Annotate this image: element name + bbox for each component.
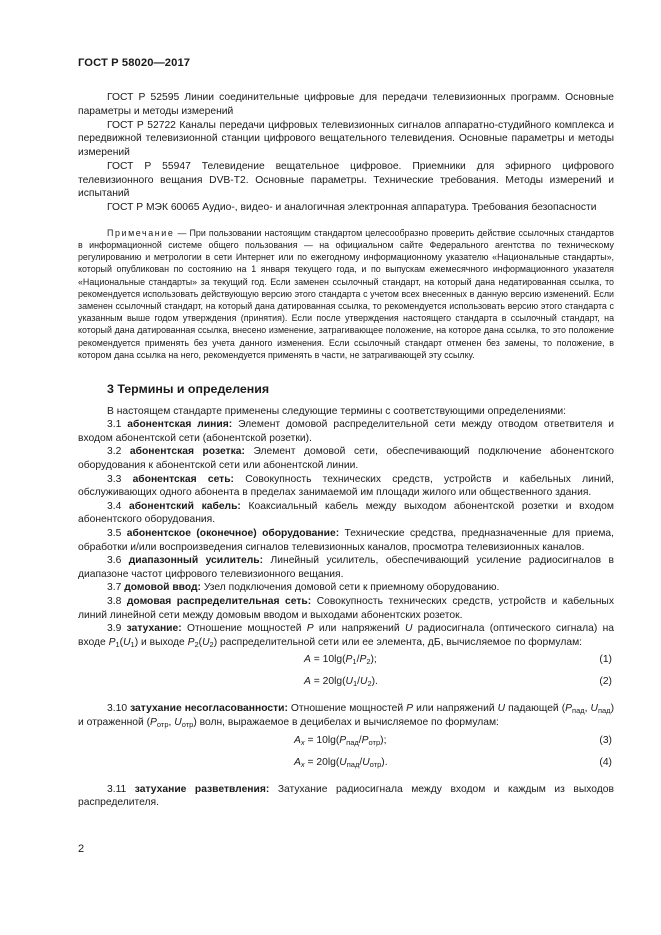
reference-item: ГОСТ Р 52595 Линии соединительные цифровые для передачи телевизионных программ. Основные параметры и методы измерений [78, 92, 614, 117]
formula-number: (4) [599, 756, 612, 768]
page-number: 2 [78, 843, 85, 855]
term-name: абонентское (оконечное) оборудование: [126, 528, 340, 540]
term-name: домовая распределительная сеть: [126, 595, 312, 607]
standard-header: ГОСТ Р 58020—2017 [78, 57, 191, 69]
term-item: 3.5 абонентское (оконечное) оборудование: Технические средства, предназначенные для приема, обработки и/или воспроизведения сигналов телевизионных каналов, просмотра телевизионных каналов. [78, 528, 614, 553]
term-name: затухание несогласованности: [130, 703, 288, 715]
term-name: диапазонный усилитель: [128, 555, 264, 567]
term-item: 3.6 диапазонный усилитель: Линейный усилитель, обеспечивающий усиление радиосигналов в диапазоне частот цифрового телевизионного вещания. [78, 555, 614, 580]
term-name: абонентский кабель: [128, 500, 241, 512]
note-text: При пользовании настоящим стандартом целесообразно проверить действие ссылочных стандартов в информационной системе общего пользования — на официальном сайте Федерального агентства по техническому регулированию и метрологии в сети Интернет или по ежегодному информационному указателю «Национальные стандарты», который опубликован по состоянию на 1 января текущего года, и по выпускам ежемесячного информационного указателя «Национальные стандарты» за текущий год. Если заменен ссылочный стандарт, на который дана недатированная ссылка, то рекомендуется использовать действующую версию этого стандарта с учетом всех внесенных в данную версию изменений. Если заменен ссылочный стандарт, на который дана датированная ссылка, то рекомендуется использовать версию этого стандарта с указанным выше годом утверждения (принятия). Если после утверждения настоящего стандарта в ссылочный стандарт, на который дана датированная ссылка, внесено изменение, затрагивающее положение, на которое дана ссылка, то это положение рекомендуется применять без учета данного изменения. Если ссылочный стандарт отменен без замены, то положение, в котором дана ссылка на него, рекомендуется применять в части, не затрагивающей эту ссылку. [78, 227, 614, 360]
note-label: Примечание [107, 227, 175, 238]
term-item: 3.1 абонентская линия: Элемент домовой распределительной сети между отводом ответвителя и входом абонентской сети (абонентской розетки). [78, 419, 614, 444]
section-title: 3 Термины и определения [107, 382, 270, 397]
term-item: 3.11 затухание разветвления: Затухание радиосигнала между входом и каждым из выходов распределителя. [78, 783, 614, 809]
term-name: домовой ввод: [124, 582, 201, 594]
reference-note: Примечание — При пользовании настоящим стандартом целесообразно проверить действие ссылочных стандартов в информационной системе общего пользования — на официальном сайте Федерального агентства по техническому регулированию и метрологии в сети Интернет или по ежегодному информационному указателю «Национальные стандарты», который опубликован по состоянию на 1 января текущего года, и по выпускам ежемесячного информационного указателя «Национальные стандарты» за текущий год. Если заменен ссылочный стандарт, на который дана недатированная ссылка, то рекомендуется использовать действующую версию этого стандарта с учетом всех внесенных в данную версию изменений. Если заменен ссылочный стандарт, на который дана датированная ссылка, то рекомендуется использовать версию этого стандарта с указанным выше годом утверждения (принятия). Если после утверждения настоящего стандарта в ссылочный стандарт, на который дана датированная ссылка, внесено изменение, затрагивающее положение, на которое дана ссылка, то это положение рекомендуется применять без учета данного изменения. Если ссылочный стандарт отменен без замены, то положение, в котором дана ссылка на него, рекомендуется применять в части, не затрагивающей эту ссылку. [78, 227, 614, 360]
term-item: 3.2 абонентская розетка: Элемент домовой сети, обеспечивающий подключение абонентского оборудования к абонентской сети или абонентской линии. [78, 446, 614, 472]
formula-3: $A_x = 10\lg(P_{пад}/P_{отр})$; (3) [294, 734, 612, 747]
term-item: 3.9 затухание: Отношение мощностей P или напряжений U радиосигнала (оптического сигнала) на входе $P_1(U_1)$ и выходе $P_2(U_2)$ распределительной сети или ее элемента, дБ, вычисляемое по формулам: [78, 623, 614, 649]
formula-number: (1) [599, 654, 612, 666]
term-item: 3.3 абонентская сеть: Совокупность технических средств, устройств и кабельных линий, обслуживающих одного абонента в пределах занимаемой им площади жилого или общественного здания. [78, 473, 614, 499]
formula-number: (2) [599, 676, 612, 688]
term-name: абонентская розетка: [129, 446, 245, 458]
term-name: абонентская сеть: [132, 473, 234, 485]
term-item: 3.8 домовая распределительная сеть: Совокупность технических средств, устройств и кабельных линий линейной сети между домовым вводом и выходами абонентских розеток. [78, 595, 614, 621]
reference-item: ГОСТ Р 55947 Телевидение вещательное цифровое. Приемники для эфирного цифрового телевизионного вещания DVB-T2. Основные параметры. Технические требования. Методы измерений и испытаний [78, 160, 614, 200]
formula-4: $A_x = 20\lg(U_{пад}/U_{отр})$. (4) [294, 756, 612, 769]
term-item: 3.4 абонентский кабель: Коаксиальный кабель между выходом абонентской розетки и входом абонентского оборудования. [78, 500, 614, 526]
reference-item: ГОСТ Р МЭК 60065 Аудио-, видео- и аналогичная электронная аппаратура. Требования безопасности [107, 202, 597, 214]
reference-item: ГОСТ Р 52722 Каналы передачи цифровых телевизионных сигналов аппаратно-студийного комплекса и передвижной телевизионной станции цифрового вещательного телевидения. Основные параметры и методы измерений [78, 119, 614, 158]
term-item: 3.10 затухание несогласованности: Отношение мощностей P или напряжений U падающей ($P_{пад}$, $U_{пад}$) и отраженной ($P_{отр}$, $U_{отр}$) волн, выражаемое в децибелах и вычисляемое по формулам: [78, 703, 614, 729]
section-intro: В настоящем стандарте применены следующие термины с соответствующими определениями: [107, 405, 567, 417]
term-name: затухание: [126, 623, 182, 635]
term-name: абонентская линия: [127, 419, 233, 431]
formula-number: (3) [599, 734, 612, 746]
term-item: 3.7 домовой ввод: Узел подключения домовой сети к приемному оборудованию. [107, 582, 500, 594]
formula-2: $A = 20\lg(U_1/U_2)$. (2) [304, 676, 612, 689]
term-name: затухание разветвления: [134, 783, 270, 795]
formula-1: $A = 10\lg(P_1/P_2)$; (1) [304, 654, 612, 667]
document-body [78, 91, 614, 810]
